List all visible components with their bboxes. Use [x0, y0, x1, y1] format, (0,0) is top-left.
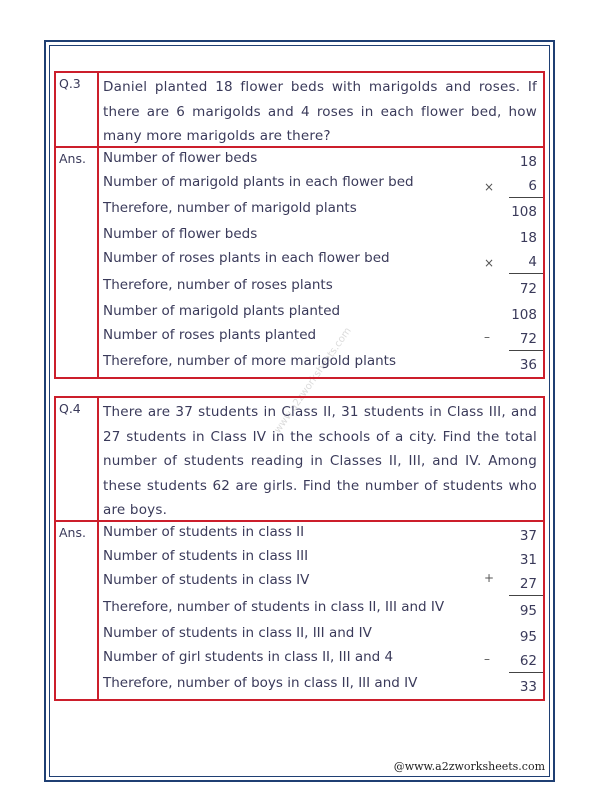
question-4-text: There are 37 students in Class II, 31 students in Class III, and 27 students in Class IV in the schools of a city. Find the total number of students reading in Classes II, III, and IV. Among these students 62 are girls. Find the number of students who are boys. [103, 404, 537, 518]
question-3-box [54, 71, 545, 379]
answer-value: 6 [528, 178, 537, 194]
question-3-row [56, 73, 543, 148]
answer-line: Therefore, number of roses plants [103, 277, 333, 293]
answer-line: Therefore, number of boys in class II, III and IV [103, 675, 418, 691]
answer-value: 4 [528, 254, 537, 270]
answer-line: Number of roses plants planted [103, 327, 317, 343]
answer-value: 95 [519, 603, 537, 619]
answer-line: Number of girl students in class II, III and 4 [103, 649, 394, 665]
sum-line [509, 350, 543, 351]
answer-value: 36 [519, 357, 537, 373]
answer-3-label: Ans. [56, 148, 99, 377]
answer-value: 108 [511, 204, 537, 220]
answer-line: Number of students in class II, III and IV [103, 625, 372, 641]
answer-value: 108 [511, 307, 537, 323]
answer-value: 72 [519, 331, 537, 347]
answer-4-label: Ans. [56, 522, 99, 699]
answer-value: 72 [519, 281, 537, 297]
plus-operator: + [484, 571, 495, 585]
multiply-operator: × [484, 180, 495, 194]
answer-line: Number of roses plants in each flower bed [103, 250, 390, 266]
minus-operator: – [484, 330, 490, 344]
question-4-label: Q.4 [56, 398, 99, 520]
answer-line: Number of students in class II [103, 524, 305, 540]
answer-value: 95 [519, 629, 537, 645]
answer-value: 18 [519, 230, 537, 246]
question-3-text: Daniel planted 18 flower beds with marigolds and roses. If there are 6 marigolds and 4 roses in each flower bed, how many more marigolds are there? [103, 79, 537, 144]
answer-line: Number of flower beds [103, 226, 258, 242]
answer-line: Therefore, number of more marigold plants [103, 353, 397, 369]
watermark: www.a2zworksheets.com [272, 325, 354, 436]
sum-line [509, 273, 543, 274]
footer-website: @www.a2zworksheets.com [393, 760, 545, 773]
sum-line [509, 672, 543, 673]
question-4-row [56, 398, 543, 522]
answer-line: Number of students in class IV [103, 572, 310, 588]
answer-line: Number of flower beds [103, 150, 258, 166]
answer-3-row [56, 148, 543, 377]
answer-line: Therefore, number of students in class II, III and IV [103, 599, 445, 615]
answer-value: 37 [519, 528, 537, 544]
answer-line: Therefore, number of marigold plants [103, 200, 357, 216]
answer-value: 27 [519, 576, 537, 592]
sum-line [509, 595, 543, 596]
answer-line: Number of marigold plants planted [103, 303, 341, 319]
answer-value: 33 [519, 679, 537, 695]
sum-line [509, 197, 543, 198]
answer-value: 18 [519, 154, 537, 170]
answer-line: Number of students in class III [103, 548, 309, 564]
multiply-operator: × [484, 256, 495, 270]
question-4-box [54, 396, 545, 701]
question-3-label: Q.3 [56, 73, 99, 146]
minus-operator: – [484, 652, 490, 666]
answer-value: 31 [519, 552, 537, 568]
answer-4-row [56, 522, 543, 699]
answer-value: 62 [519, 653, 537, 669]
answer-line: Number of marigold plants in each flower bed [103, 174, 414, 190]
